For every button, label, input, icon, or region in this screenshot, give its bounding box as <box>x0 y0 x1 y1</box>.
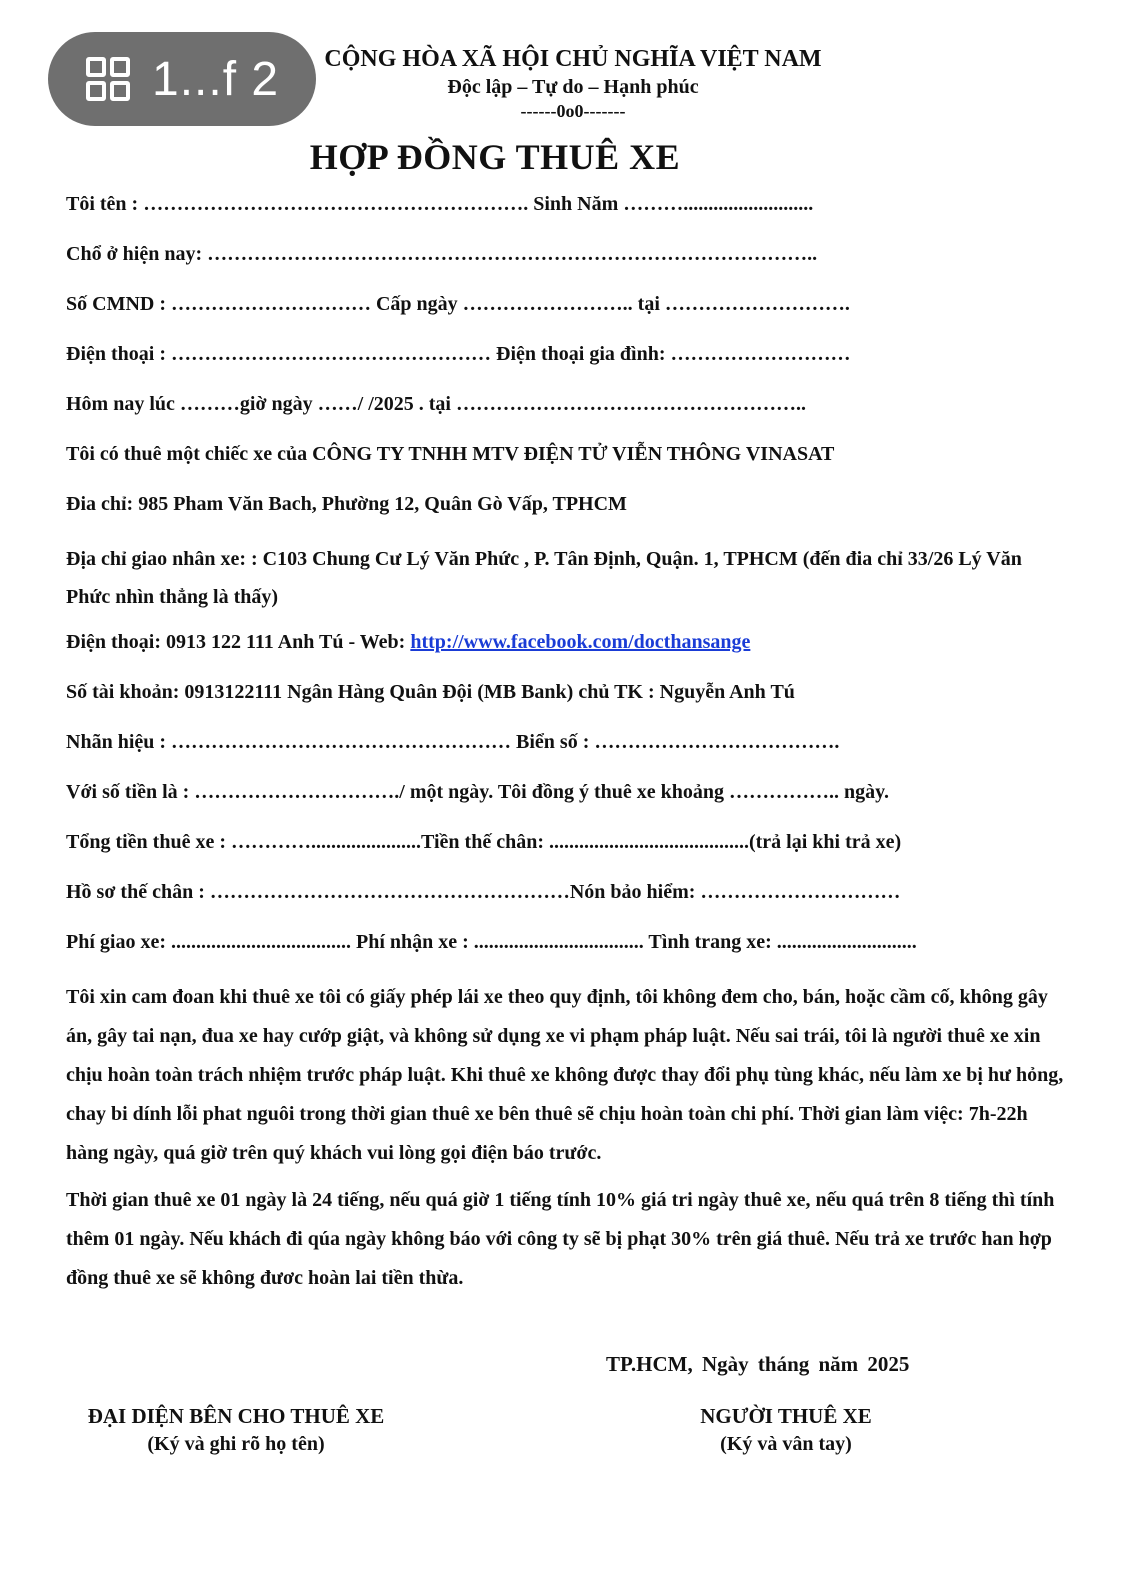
field-collateral: Hồ sơ thế chân : ………………………………………………Nón bảo hiểm: ………………………… <box>66 881 901 903</box>
contract-body <box>66 190 1066 1306</box>
field-brand-plate: Nhãn hiệu : …………………………………………… Biển số : ………………………………. <box>66 731 840 753</box>
nation-ornament: ------0o0------- <box>520 101 626 121</box>
field-datetime: Hôm nay lúc ………giờ ngày ……/ /2025 . tại …………………………………………….. <box>66 393 806 415</box>
lessor-signature-block <box>66 1402 406 1458</box>
renter-title: NGƯỜI THUÊ XE <box>700 1404 872 1428</box>
document-title: HỢP ĐỒNG THUÊ XE <box>309 137 681 177</box>
page-indicator-pill[interactable] <box>48 32 316 126</box>
field-fees: Phí giao xe: .................................... Phí nhận xe : .................................. Tình trang xe: ............................ <box>66 931 917 953</box>
facebook-link[interactable]: http://www.facebook.com/docthansange <box>410 631 751 653</box>
renter-note: (Ký và vân tay) <box>720 1433 852 1455</box>
contact-line <box>66 628 1066 678</box>
pickup-address: Địa chỉ giao nhân xe: : C103 Chung Cư Lý Văn Phức , P. Tân Định, Quận. 1, TPHCM (đến đia chỉ 33/26 Lý Văn Phức nhìn thẳng là thấy) <box>66 548 1022 608</box>
renter-signature-block <box>636 1402 936 1458</box>
nation-title: CỘNG HÒA XÃ HỘI CHỦ NGHĨA VIỆT NAM <box>324 46 822 72</box>
nation-motto: Độc lập – Tự do – Hạnh phúc <box>447 76 699 98</box>
field-price: Với số tiền là : …………………………./ một ngày. Tôi đồng ý thuê xe khoảng …………….. ngày. <box>66 781 890 803</box>
lessor-title: ĐẠI DIỆN BÊN CHO THUÊ XE <box>87 1404 385 1428</box>
field-total-deposit: Tổng tiền thuê xe : …………......................Tiền thế chân: ........................................(trả lại khi trả xe) <box>66 831 902 853</box>
field-phone: Điện thoại : ………………………………………… Điện thoại gia đình: ……………………… <box>66 343 851 365</box>
lessor-note: (Ký và ghi rõ họ tên) <box>147 1433 325 1455</box>
field-address: Chổ ở hiện nay: ……………………………………………………………………………….. <box>66 243 818 265</box>
company-line: Tôi có thuê một chiếc xe của CÔNG TY TNHH MTV ĐIỆN TỬ VIỄN THÔNG VINASAT <box>66 443 835 465</box>
bank-account: Số tài khoản: 0913122111 Ngân Hàng Quân Đội (MB Bank) chủ TK : Nguyễn Anh Tú <box>66 681 795 703</box>
field-id-card: Số CMND : ………………………… Cấp ngày …………………….. tại ………………………. <box>66 293 850 315</box>
date-line: TP.HCM, Ngày tháng năm 2025 <box>606 1352 910 1376</box>
grid-icon <box>86 57 130 101</box>
rental-terms-paragraph: Thời gian thuê xe 01 ngày là 24 tiếng, nếu quá giờ 1 tiếng tính 10% giá tri ngày thuê xe, nếu quá trên 8 tiếng thì tính thêm 01 ngày. Nếu khách đi qúa ngày không báo với công ty sẽ bị phạt 30% trên giá thuê. Nếu trả xe trước han hợp đồng thuê xe sẽ không đươc hoàn lai tiền thừa. <box>66 1189 1055 1289</box>
company-address: Đia chỉ: 985 Pham Văn Bach, Phường 12, Quân Gò Vấp, TPHCM <box>66 493 627 515</box>
page-indicator-text: 1...f 2 <box>152 52 280 106</box>
commitment-paragraph: Tôi xin cam đoan khi thuê xe tôi có giấy phép lái xe theo quy định, tôi không đem cho, bán, hoặc cầm cố, không gây án, gây tai nạn, đua xe hay cướp giật, và không sử dụng xe vi phạm pháp luật. Nếu sai trái, tôi là người thuê xe xin chịu hoàn toàn trách nhiệm trước pháp luật. Khi thuê xe không được thay đổi phụ tùng khác, nếu làm xe bị hư hỏng, chay bi dính lỗi phat nguôi trong thời gian thuê xe bên thuê sẽ chịu hoàn toàn chi phí. Thời gian làm việc: 7h-22h hàng ngày, quá giờ trên quý khách vui lòng gọi điện báo trước. <box>66 986 1064 1164</box>
contact-phone: Điện thoại: 0913 122 111 Anh Tú - Web: <box>66 631 411 653</box>
national-header <box>316 44 830 122</box>
field-name: Tôi tên : …………………………………………………. Sinh Năm ……….......................... <box>66 193 814 215</box>
